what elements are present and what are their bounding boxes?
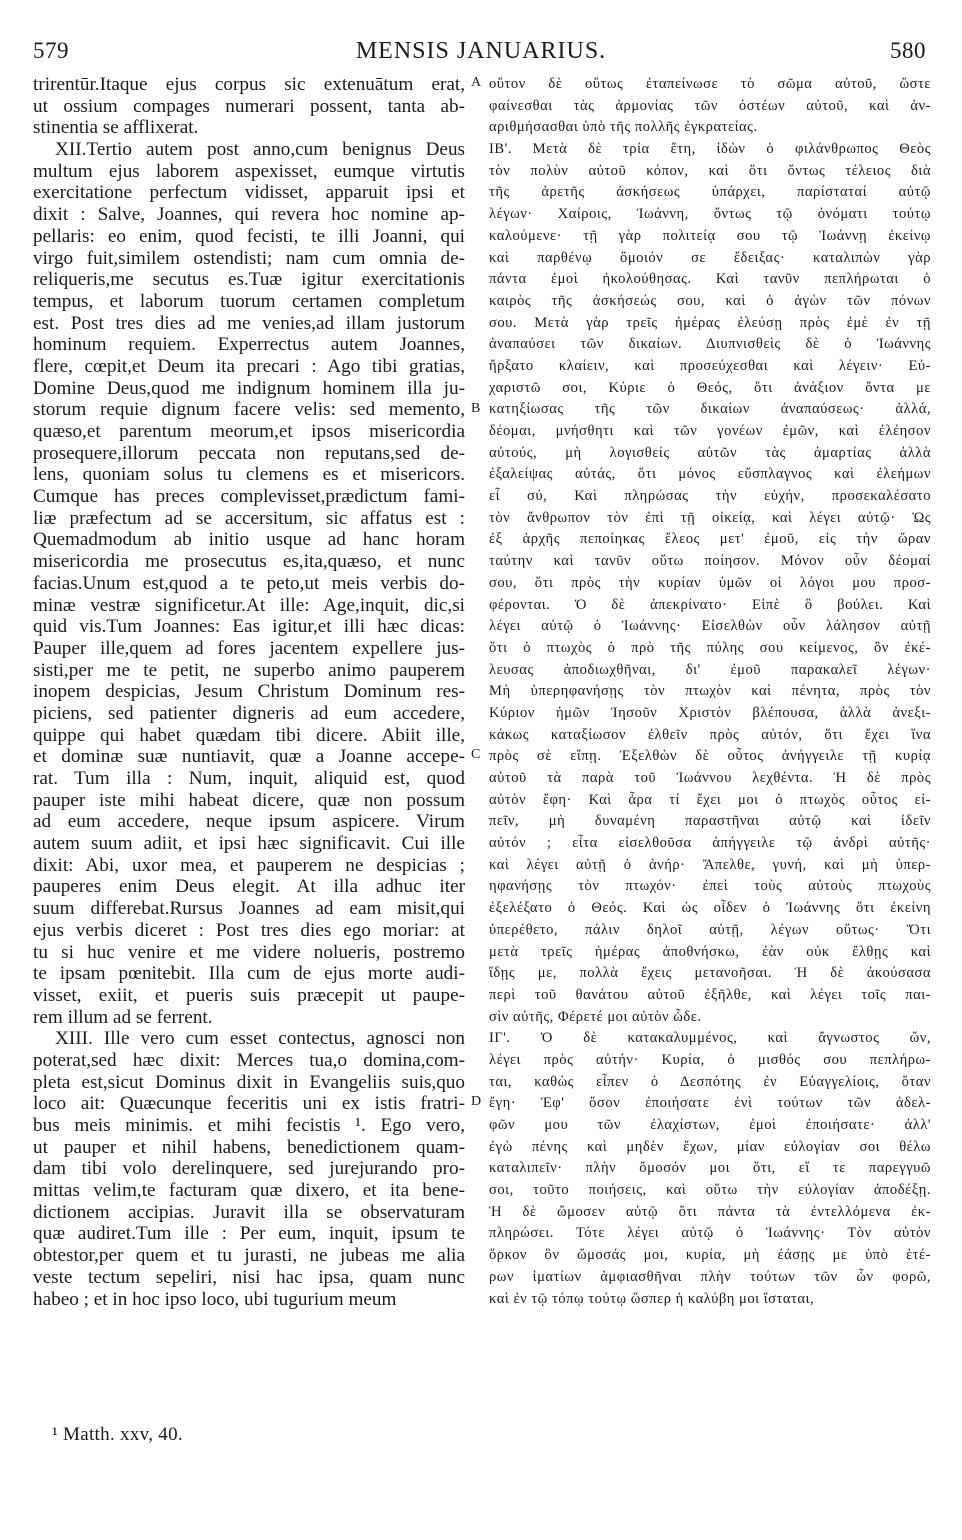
text-line: αὐτὸν ἔφη· Καὶ ἆρα τί ἔχει μοι ὁ πτωχὸς οὗτος εἰ- <box>489 791 931 808</box>
page-number-left: 579 <box>33 38 69 63</box>
text-line: liæ præfectum ad se accersitum, sic affatus est : <box>33 507 465 529</box>
text-line: tempus, et laborum tuorum certamen completum <box>33 290 465 312</box>
text-line: tu si huc venire et me videre nolueris, postremo <box>33 941 465 963</box>
text-line: πάντα ἐμοὶ ἠκολούθησας. Καὶ τανῦν πεπλήρωται ὁ <box>489 271 931 288</box>
text-line: σου, ὅτι πρὸς τὴν κυρίαν ὑμῶν οἱ λόγοι μου προσ- <box>489 574 931 591</box>
text-line: pauperes enim Deus elegit. At illa adhuc iter <box>33 876 465 898</box>
margin-marker-c: C <box>471 747 481 762</box>
margin-marker-b: B <box>471 401 481 416</box>
text-line: αὐτούς, μὴ λογισθείς αὐτῶν τὰς ἁμαρτίας ἀλλὰ <box>489 444 931 461</box>
text-line: loco ait: Quæcunque feceritis uni ex istis fratri- <box>33 1093 465 1115</box>
text-line: πληρώσει. Τότε λέγει αὐτῷ ὁ Ἰωάννης· Τὸν αὐτὸν <box>489 1225 931 1242</box>
text-line: πρὸς σὲ εἴπῃ. Ἐξελθὼν δὲ οὗτος ἀνήγγειλε τῇ κυρίᾳ <box>489 748 931 765</box>
text-line: hominum requiem. Experrectus autem Joannes, <box>33 334 465 356</box>
text-line: ut ossium compages numerari possent, tanta ab- <box>33 95 465 117</box>
text-line: λέγει πρὸς αὐτήν· Κυρία, ὁ μισθός σου πεπλήρω- <box>489 1051 931 1068</box>
text-line: πεῖν, μὴ δυναμένη παραστῆναι αὐτῷ καὶ ἰδεῖν <box>489 813 931 830</box>
text-line: καταλιπεῖν· πλὴν ὄμοσόν μοι ὅτι, εἴ τε παρεγγυῶ <box>489 1160 931 1177</box>
text-line: est. Post tres dies ad me venies,ad illam justorum <box>33 312 465 334</box>
text-line: Pauper ille,quem ad fores jacentem expellere jus- <box>33 637 465 659</box>
text-line: ἐξ ἀρχῆς πεποίηκας ἔλεος μετ' ἐμοῦ, εἰς τὴν ὥραν <box>489 531 931 548</box>
text-line: XIII. Ille vero cum esset contectus, agnosci non <box>55 1028 465 1050</box>
text-line: habeo ; et in hoc ipso loco, ubi tugurium meum <box>33 1288 397 1310</box>
text-line: λέγει αὐτῷ ὁ Ἰωάννης· Εἰσελθὼν οὖν λάλησον αὐτῇ <box>489 618 931 635</box>
text-line: rem illum ad se ferrent. <box>33 1006 213 1028</box>
text-line: καλούμενε· τῇ γὰρ πολιτείᾳ σου τῷ Ἰωάννῃ ἐκείνῳ <box>489 227 931 244</box>
text-line: καὶ ἐν τῷ τόπῳ τούτῳ ὥσπερ ἡ καλύβη μοι ἵσταται, <box>489 1290 815 1307</box>
greek-column <box>489 74 931 1310</box>
text-line: prosequere,illorum peccata non reputans,sed de- <box>33 442 465 464</box>
text-line: dixit : Salve, Joannes, qui revera hoc nomine ap- <box>33 204 465 226</box>
text-line: ται, καθὼς εἶπεν ὁ Δεσπότης ἐν Εὐαγγελίοις, ὅταν <box>489 1073 931 1090</box>
text-line: multum ejus laborem aspexisset, eumque virtutis <box>33 160 465 182</box>
text-line: σοι, τοῦτο ποιήσεις, καὶ οὕτω τὴν εὐλογίαν ἀποδέξῃ. <box>489 1182 931 1199</box>
text-line: περὶ τοῦ θανάτου αὐτοῦ ἐξῆλθε, καὶ λέγει τοῖς παι- <box>489 986 931 1003</box>
text-line: poterat,sed hæc dixit: Merces tua,o domina,com- <box>33 1049 465 1071</box>
text-line: αὐτόν ; εἶτα εἰσελθοῦσα ἀπήγγειλε τῷ ἀνδρὶ αὐτῆς· <box>489 835 931 852</box>
text-line: τὸν ἄνθρωπον τὸν ἐπὶ τῇ οἰκείᾳ, καὶ λέγει αὐτῷ· Ὡς <box>489 509 931 526</box>
text-line: veste tectum sepeliri, nisi hac ipsa, quam nunc <box>33 1266 465 1288</box>
margin-marker-d: D <box>471 1094 482 1109</box>
margin-marker-a: A <box>471 75 482 90</box>
text-line: λευσας ἀποδιωχθῆναι, δι' ἐμοῦ παρακαλεῖ λέγων· <box>489 661 931 678</box>
text-line: pauper iste mihi habeat dicere, quæ non possum <box>33 789 465 811</box>
text-line: ἔγη· Ἐφ' ὅσον ἐποιήσατε ἑνὶ τούτων τῶν ἀδελ- <box>489 1095 931 1112</box>
text-line: ΙΒ'. Μετὰ δὲ τρία ἔτη, ἰδὼν ὁ φιλάνθρωπος Θεὸς <box>489 141 931 158</box>
text-line: te ipsam pœnitebit. Illa cum de ejus morte audi- <box>33 963 465 985</box>
text-line: quid vis.Tum Joannes: Eas igitur,et illi hæc dicas: <box>33 616 465 638</box>
text-line: κατηξίωσας τῆς τῶν δικαίων ἀναπαύσεως· ἀλλά, <box>489 401 931 418</box>
text-line: ut pauper et nihil habens, benedictionem quam- <box>33 1136 465 1158</box>
text-line: pleta est,sicut Dominus dixit in Evangeliis suis,quo <box>33 1071 465 1093</box>
text-line: τῆς ἀρετῆς ἀσκήσεως ὑπάρχει, παρίσταταί αὐτῷ <box>489 184 931 201</box>
text-line: ἐξαλείψας αὐτάς, ὅτι μόνος εὔσπλαγνος καὶ ἐλεήμων <box>489 466 931 483</box>
text-line: suum differebat.Rursus Joannes ad eam misit,qui <box>33 898 465 920</box>
text-line: χαριστῶ σοι, Κύριε ὁ Θεός, ὅτι ἀνάξιον ὄντα με <box>489 379 931 396</box>
text-line: XII.Tertio autem post anno,cum benignus Deus <box>55 139 465 161</box>
text-line: λέγων· Χαίροις, Ἰωάννη, ὄντως τῷ ὀνόματι τούτῳ <box>489 206 931 223</box>
text-line: exercitatione perfectum vidisset, apparuit ipsi et <box>33 182 465 204</box>
text-line: Κύριον ἡμῶν Ἰησοῦν Χριστὸν βλέπουσα, ἀλλὰ ἀνεξι- <box>489 704 931 721</box>
text-line: δέομαι, μνήσθητι καὶ τῶν γονέων ἐμῶν, καὶ ἐλέησον <box>489 423 931 439</box>
text-line: ΙΓ'. Ὁ δὲ κατακαλυμμένος, καὶ ἄγνωστος ὤν, <box>489 1030 931 1047</box>
text-line: οὕτον δὲ οὕτως ἐταπείνωσε τὸ σῶμα αὐτοῦ, ὥστε <box>489 76 931 92</box>
text-line: minæ vestræ significetur.At ille: Age,inquit, dic,si <box>33 594 465 616</box>
text-line: ἤρξατο κλαίειν, καὶ προσεύχεσθαι καὶ λέγειν· Εὐ- <box>489 357 931 374</box>
text-line: ὅρκον ὃν ὤμοσάς μοι, κυρία, μὴ ἐάσῃς με ὑπὸ ἑτέ- <box>489 1247 931 1264</box>
text-line: quæ audiret.Tum ille : Per eum, inquit, ipsum te <box>33 1223 465 1245</box>
text-line: virgo fuit,similem ostendisti; nam cum omnia de- <box>33 247 465 269</box>
text-line: τὸν πολὺν αὐτοῦ κόπον, καὶ ὅτι ὄντως τέλειος διὰ <box>489 162 931 179</box>
text-line: ηφανήσῃς τὸν πτωχόν· ἐπεὶ τοὺς αὐτοὺς πτωχοὺς <box>489 878 931 895</box>
text-line: mittas velim,te facturam quæ dixero, et ita bene- <box>33 1180 465 1202</box>
page-number-right: 580 <box>890 38 926 63</box>
text-line: sisti,per me te petit, ne superbo animo pauperem <box>33 659 465 681</box>
text-line: ταύτην καὶ τανῦν οὕτω ποίησον. Μόνον οὖν δέομαί <box>489 553 931 570</box>
text-line: flere, cœpit,et Deum ita precari : Ago tibi gratias, <box>33 355 465 377</box>
text-line: bus meis minimis. et mihi fecistis ¹. Ego vero, <box>33 1115 465 1136</box>
text-line: καὶ παρθένῳ ὅμοιόν σε ἔδειξας· καταλιπὼν γὰρ <box>489 249 931 266</box>
text-line: Cumque has preces complevisset,prædictum fami- <box>33 486 465 508</box>
text-line: ejus verbis diceret : Post tres dies ego moriar: at <box>33 919 465 941</box>
text-line: quippe qui habet quædam tibi dicere. Abiit ille, <box>33 724 465 746</box>
footnote: ¹ Matth. xxv, 40. <box>52 1424 183 1445</box>
text-line: ὑπερέθετο, πάλιν δηλοῖ αὐτῇ, λέγων οὕτως· Ὅτι <box>489 921 931 938</box>
text-line: Μὴ ὑπερηφανήσῃς τὸν πτωχὸν καὶ πένητα, πρὸς τὸν <box>489 683 931 700</box>
running-title: MENSIS JANUARIUS. <box>355 38 607 64</box>
text-line: dixit: Abi, uxor mea, et pauperem ne despicias ; <box>33 854 465 876</box>
text-line: καιρὸς τῆς ἀσκήσεώς σου, καὶ ὁ ἀγὼν τῶν πόνων <box>489 292 931 309</box>
text-line: σὶν αὐτῆς, Φέρετέ μοι αὐτὸν ὧδε. <box>489 1008 702 1025</box>
text-line: trirentūr.Itaque ejus corpus sic extenuātum erat, <box>33 74 465 95</box>
text-line: ἐξελέξατο ὁ Θεός. Καὶ ὡς οἶδεν ὁ Ἰωάννης ὅτι ἐκείνη <box>489 900 931 917</box>
text-line: φέρονται. Ὁ δὲ ἀπεκρίνατο· Εἰπὲ ὃ βούλει. Καὶ <box>489 596 931 613</box>
latin-column <box>33 74 465 1310</box>
text-line: Ἡ δὲ ὤμοσεν αὐτῷ ὅτι πάντα τὰ ἐντελλόμενα ἐκ- <box>489 1203 931 1220</box>
text-line: ἐγὼ πένης καὶ μηδὲν ἔχων, μίαν εὐλογίαν σοι θέλω <box>489 1138 931 1155</box>
text-line: lens, quoniam solus tu clemens es et misericors. <box>33 464 465 486</box>
text-line: inopem despicias, Jesum Christum Dominum res- <box>33 681 465 703</box>
text-line: σου. Μετὰ γὰρ τρεῖς ἡμέρας ἐλεύσῃ πρὸς ἐμὲ ἐν τῇ <box>489 314 931 331</box>
text-line: καὶ λέγει αὐτῇ ὁ ἀνήρ· Ἄπελθε, γυνή, καὶ μὴ ὑπερ- <box>489 856 931 873</box>
text-line: ρων ἱματίων ἀμφιασθῆναι πλὴν τούτων τῶν ὧν φορῶ, <box>489 1268 931 1285</box>
text-line: φαίνεσθαι τὰς ἁρμονίας τῶν ὀστέων αὐτοῦ, καὶ ἀν- <box>489 97 931 114</box>
text-line: quæso,et parentum meorum,et ipsos misericordia <box>33 421 465 442</box>
text-line: Domine Deus,quod me indignum hominem illa ju- <box>33 377 465 399</box>
text-line: obtestor,per quem et tu jurasti, ne jubeas me alia <box>33 1245 465 1267</box>
text-line: reliqueris,me secutus es.Tuæ igitur exercitationis <box>33 269 465 291</box>
text-line: pellaris: eo enim, quod fecisti, te illi Joanni, qui <box>33 225 465 247</box>
text-line: ad eum accedere, neque ipsum aspicere. Virum <box>33 811 465 833</box>
text-line: et dominæ suæ nuntiavit, quæ a Joanne accepe- <box>33 746 465 768</box>
text-line: stinentia se afflixerat. <box>33 117 199 139</box>
text-line: φῶν μου τῶν ἐλαχίστων, ἐμοὶ ἐποιήσατε· ἀλλ' <box>489 1117 931 1133</box>
text-line: μετὰ τρεῖς ἡμέρας ἀποθνήσκω, ἐὰν οὐκ ἔλθῃς καὶ <box>489 943 931 960</box>
text-line: misericordia me prosecutus es,ita,quæso, et nunc <box>33 551 465 573</box>
text-line: autem suum adiit, et ipsi hæc significavit. Cui ille <box>33 833 465 855</box>
text-line: κάκως καταξίωσον ἐλθεῖν πρὸς αὐτόν, ὅτι ἔχει ἵνα <box>489 726 931 743</box>
text-line: εἶ σύ, Καὶ πληρώσας τὴν εὐχήν, προσεκαλέσατο <box>489 488 931 505</box>
text-line: αριθμήσασθαι ὑπὸ τῆς πολλῆς ἐγκρατείας. <box>489 119 758 136</box>
text-line: visset, exiit, et pueris suis præcepit ut paupe- <box>33 984 465 1006</box>
text-line: ἴδῃς με, πολλὰ ἔχεις μετανοῆσαι. Ἡ δὲ ἀκούσασα <box>489 965 931 982</box>
text-line: storum requie dignum facere velis: sed memento, <box>33 399 465 421</box>
text-line: ἀναπαύσει τῶν δικαίων. Διυπνισθεὶς δὲ ὁ Ἰωάννης <box>489 336 931 353</box>
text-line: dam tibi volo derelinquere, sed jurejurando pro- <box>33 1158 465 1180</box>
text-line: αὐτοῦ τὰ παρὰ τοῦ Ἰωάννου λεχθέντα. Ἡ δὲ πρὸς <box>489 770 931 786</box>
text-line: rat. Tum illa : Num, inquit, aliquid est, quod <box>33 768 465 789</box>
text-line: Quemadmodum ab initio usque ad hanc horam <box>33 529 465 551</box>
text-line: facias.Unum est,quod a te peto,ut meis verbis do- <box>33 572 465 594</box>
text-line: dictionem accipias. Juravit illa se observaturam <box>33 1201 465 1223</box>
text-line: piciens, sed patienter digneris ad eum accedere, <box>33 702 465 724</box>
text-line: ὅτι ὁ πτωχὸς ὁ πρὸ τῆς πύλης σου κείμενος, ὃν ἐκέ- <box>489 639 931 656</box>
